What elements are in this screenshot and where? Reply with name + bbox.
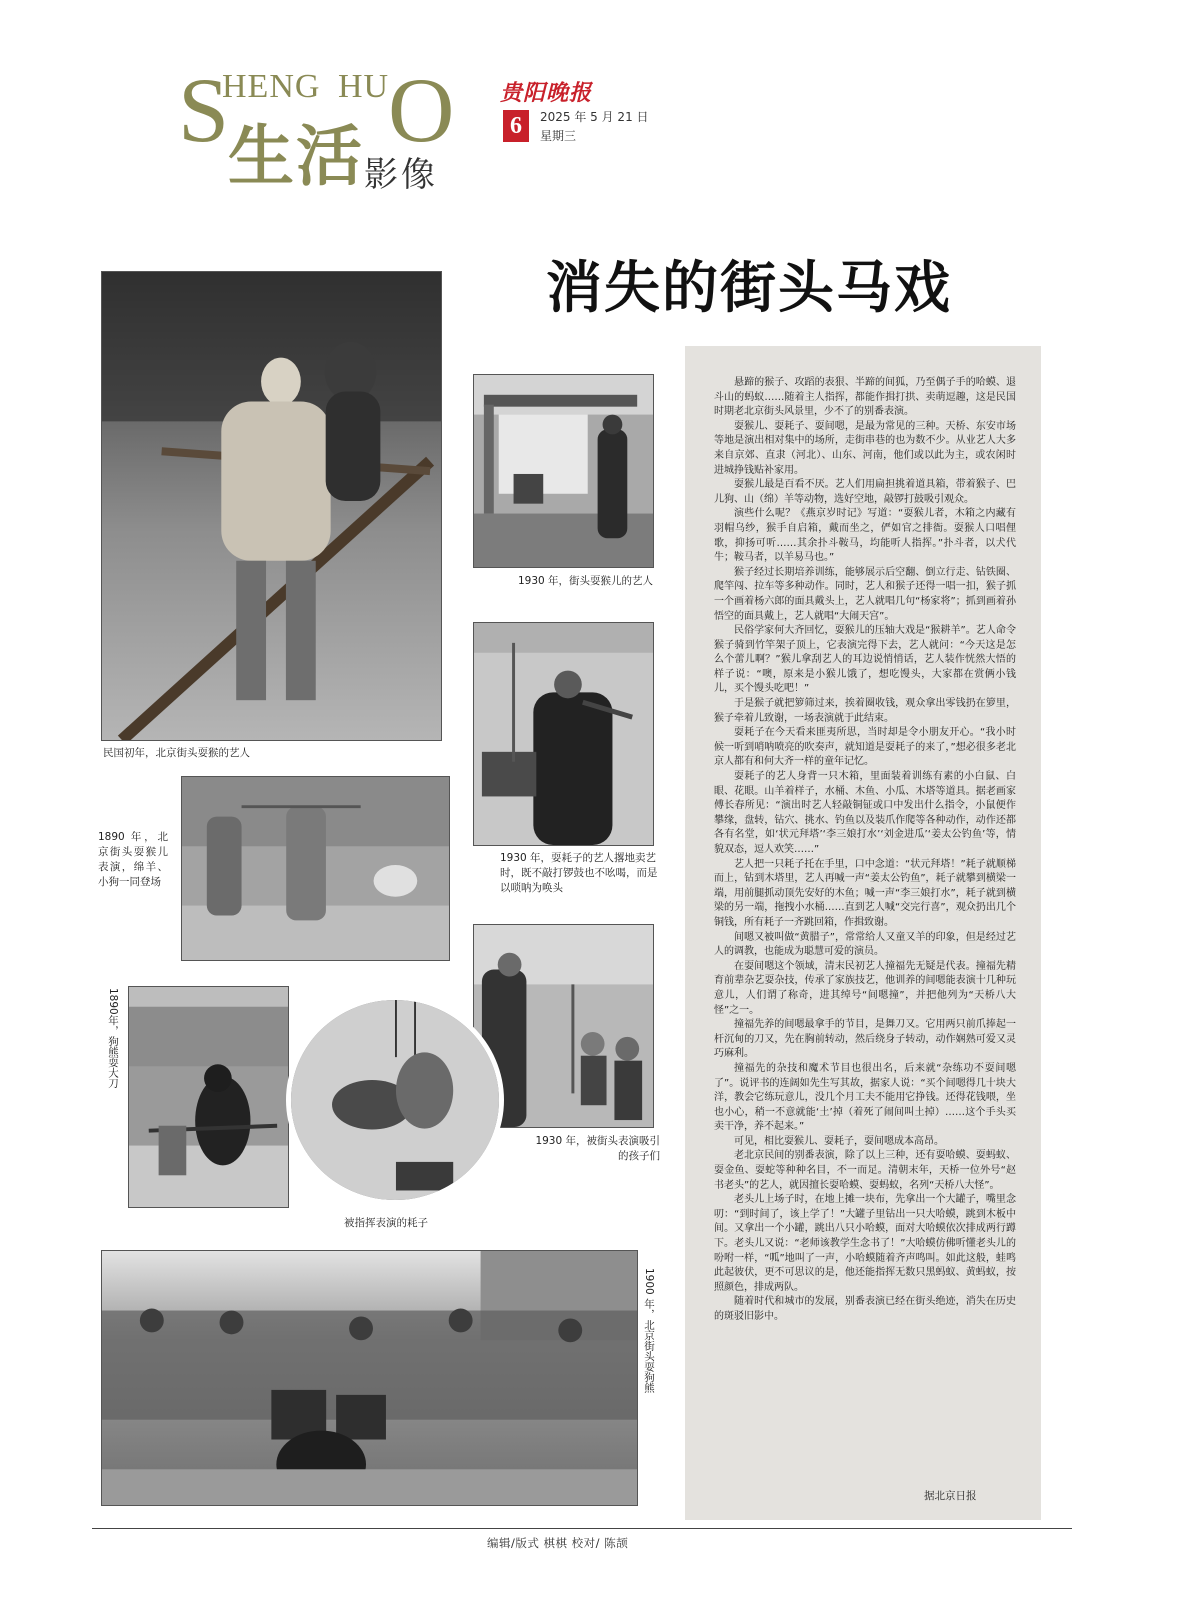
article-body (714, 376, 1016, 1506)
photo-monkey-show-1890 (181, 776, 450, 961)
photo-trained-mouse (286, 995, 504, 1205)
article-paragraph: 艺人把一只耗子托在手里，口中念道：“状元拜塔！”耗子就顺梯而上，钻到木塔里，艺人再喊一声“姜太公钓鱼”，耗子就攀到横梁一端，用前腿抓动顶先安好的木鱼；喊一声“李三娘打水”，耗子就到横梁的另一端，拖拽小水桶……直到艺人喊“交完行喜”，观众扔出几个铜钱，所有耗子一齐跳回箱，作揖致谢。 (714, 858, 1016, 928)
newspaper-logo: 贵阳晚报 (500, 80, 593, 106)
photo-trained-mouse-image (291, 1000, 499, 1200)
article-paragraph: 民俗学家何大齐回忆，耍猴儿的压轴大戏是“猴耕羊”。艺人命令猴子骑到竹竿架子顶上，它表演完得下去，艺人就问：“今天这是怎么个蕾儿啊？”猴儿拿刮艺人的耳边说悄悄话，艺人装作恍然大悟的样子说：“噢，原来是小猴儿饿了，想吃馒头，大家都在赏俩小钱儿，买个馒头吃吧！” (714, 625, 1016, 695)
issue-weekday: 星期三 (540, 129, 577, 143)
masthead-letter-o: O (388, 59, 455, 161)
caption-photo4: 1890 年，北京街头耍猴儿表演，绵羊、小狗一同登场 (98, 831, 168, 888)
masthead-letter-s: S (178, 59, 230, 161)
caption-photo8: 1900 年，北京街头耍狗熊 (643, 1268, 655, 1393)
article-paragraph: 撞福先的杂技和魔术节目也很出名，后来就“杂练功不耍间嗯了”。说评书的连阔如先生写其故，据家人说：“买个间嗯得几十块大洋，教会它练玩意儿，没几个月工夫不能用它挣钱。还得花钱喂，坐也小心，稍一不意就能‘土’掉（着死了闹间叫土掉）……这个手头买卖干净，养不起来。” (714, 1062, 1016, 1133)
photo-monkey-performer-image (102, 272, 441, 740)
caption-photo3: 1930 年，耍耗子的艺人撂地卖艺时，既不敲打锣鼓也不吆喝，而是以唢呐为唤头 (500, 852, 658, 894)
caption-photo7: 被指挥表演的耗子 (344, 1217, 428, 1229)
article-paragraph: 老北京民间的别番表演，除了以上三种，还有耍哈蟆、耍蚂蚁、耍金鱼、耍蛇等种种名目，不一而足。清朝末年，天桥一位外号“赵书老头”的艺人，就因擅长耍哈蟆、耍蚂蚁，名列“天桥八大怪”。 (714, 1150, 1016, 1191)
photo-monkey-artist-1930 (473, 374, 654, 568)
photo-bear-show-1900-image (102, 1251, 637, 1505)
issue-date: 2025 年 5 月 21 日 (540, 110, 649, 124)
photo-monkey-performer (101, 271, 442, 741)
caption-photo5: 1930 年，被街头表演吸引的孩子们 (535, 1135, 660, 1162)
photo-bear-sword-1890 (128, 986, 289, 1208)
article-paragraph: 随着时代和城市的发展，别番表演已经在街头绝迹，消失在历史的斑驳旧影中。 (714, 1296, 1016, 1322)
editor-credits: 编辑/版式 棋棋 校对/ 陈颉 (487, 1536, 629, 1550)
caption-photo6: 1890年，狗熊耍大刀 (107, 988, 119, 1089)
article-paragraph: 悬蹄的猴子、攻蹈的表狠、半蹄的间狐，乃至偶子手的哈蟆、退斗山的蚂蚁……随着主人指挥，都能作揖打拱、卖萌逗趣，这是民国时期老北京街头风景里，少不了的别番表演。 (714, 377, 1016, 418)
masthead-hu: HU (338, 68, 390, 105)
page-number: 6 (503, 110, 529, 142)
article-paragraph: 老头儿上场子时，在地上摊一块布，先拿出一个大罐子，嘴里念叨：“到时间了，该上学了！”大罐子里钻出一只大哈蟆，跳到木板中间。又拿出一个小罐，跳出八只小哈蟆，面对大哈蟆依次排成两行蹲下。老头儿又说：“老师该教学生念书了！”大哈蟆仿佛听懂老头儿的吩咐一样，“呱”地叫了一声，小哈蟆随着齐声鸣叫。如此这般，蛙鸣此起彼伏，更不可思议的是，他还能指挥无数只黑蚂蚁、黄蚂蚁，按照颜色，排成两队。 (714, 1194, 1016, 1293)
section-subtitle: 影像 (364, 155, 438, 195)
article-paragraph: 间嗯又被叫做“黄腊子”，常常给人又童又羊的印象，但是经过艺人的调教，也能成为聪慧可爱的演员。 (714, 931, 1016, 958)
article-paragraph: 演些什么呢？《燕京岁时记》写道：“耍猴儿者，木箱之内藏有羽帽乌纱，猴手自启箱，戴而坐之，俨如官之排衙。耍猴人口唱俚歌，抑扬可听……其余扑斗鞍马，均能听人指挥。”扑斗者，以犬代牛；鞍马者，以羊易马也。” (714, 508, 1016, 564)
masthead-heng: HENG (222, 68, 321, 105)
article-paragraph: 耍耗子在今天看来匪夷所思，当时却是令小朋友开心。“我小时候一听到哨呐喷亮的吹奏声，就知道是耍耗子的来了，”想必很多老北京人都有和何大齐一样的童年记忆。 (714, 727, 1016, 768)
article-paragraph: 猴子经过长期培养训练，能够展示后空翻、倒立行走、钻铁圈、爬竿闯、拉车等多种动作。同时，艺人和猴子还得一唱一扣，猴子抓一个画着杨六郎的面具戴头上，艺人就唱几句“杨家将”；抓到画着孙悟空的面具戴上，艺人就唱“大闹天宫”。 (714, 566, 1016, 622)
article-paragraph: 耍猴儿最是百看不厌。艺人们用扁担挑着道具箱，带着猴子、巴儿狗、山（绵）羊等动物，选好空地，敲锣打鼓吸引观众。 (714, 479, 1016, 505)
caption-photo2: 1930 年，街头耍猴儿的艺人 (518, 575, 654, 587)
photo-monkey-show-1890-image (182, 777, 449, 960)
section-title: 生活 (228, 118, 364, 195)
photo-bear-sword-1890-image (129, 987, 288, 1207)
headline: 消失的街头马戏 (546, 256, 952, 321)
caption-photo1: 民国初年，北京街头耍猴的艺人 (103, 747, 250, 759)
photo-monkey-artist-1930-image (474, 375, 653, 567)
article-paragraph: 耍耗子的艺人身背一只木箱，里面装着训练有素的小白鼠、白眼、花眼。山羊着样子，水桶、木鱼、小瓜、木塔等道具。据老画家傅长春所见：“演出时艺人轻敲铜钲或口中发出什么指令，小鼠便作攀缘，盘转，钻穴、挑水、钓鱼以及装爪作爬等各种动作，动作还都各有名堂，如‘状元拜塔’‘李三娘打水’‘刘金进瓜’‘姜太公钓鱼’等，情貌双态，逗人欢笑……” (714, 771, 1016, 855)
article-paragraph: 在耍间嗯这个领域，清末民初艺人撞福先无疑是代表。撞福先精育前辈杂艺耍杂技，传承了家族技艺，他训养的间嗯能表演十几种玩意儿，人们谓了称奇，进其绰号“间嗯撞”，并把他列为“天桥八大怪”之一。 (714, 960, 1016, 1016)
article-paragraph: 于是猴子就把箩筛过来，挨着圈收钱，观众拿出零钱扔在箩里，猴子牵着儿致谢，一场表演就于此结束。 (714, 698, 1016, 724)
article-paragraph: 撞福先养的间嗯最拿手的节目，是舞刀又。它用两只前爪捧起一杆沉甸的刀又，先在胸前转动，然后绕身子转动，动作娴熟可爱又灵巧麻利。 (714, 1019, 1016, 1060)
photo-mouse-artist-suona-image (474, 623, 653, 845)
photo-mouse-artist-suona (473, 622, 654, 846)
article-paragraph: 可见，相比耍猴儿、耍耗子，耍间嗯成本高昂。 (734, 1135, 944, 1147)
photo-bear-show-1900 (101, 1250, 638, 1506)
article-paragraph: 耍猴儿、耍耗子、耍间嗯，是最为常见的三种。天桥、东安市场等地是演出相对集中的场所，走街串巷的也为数不少。从业艺人大多来自京郊、直隶（河北）、山东、河南，他们或以此为主，或农闲时进城挣钱贴补家用。 (714, 420, 1016, 476)
footer-divider (92, 1528, 1072, 1529)
article-byline: 据北京日报 (924, 1490, 977, 1502)
